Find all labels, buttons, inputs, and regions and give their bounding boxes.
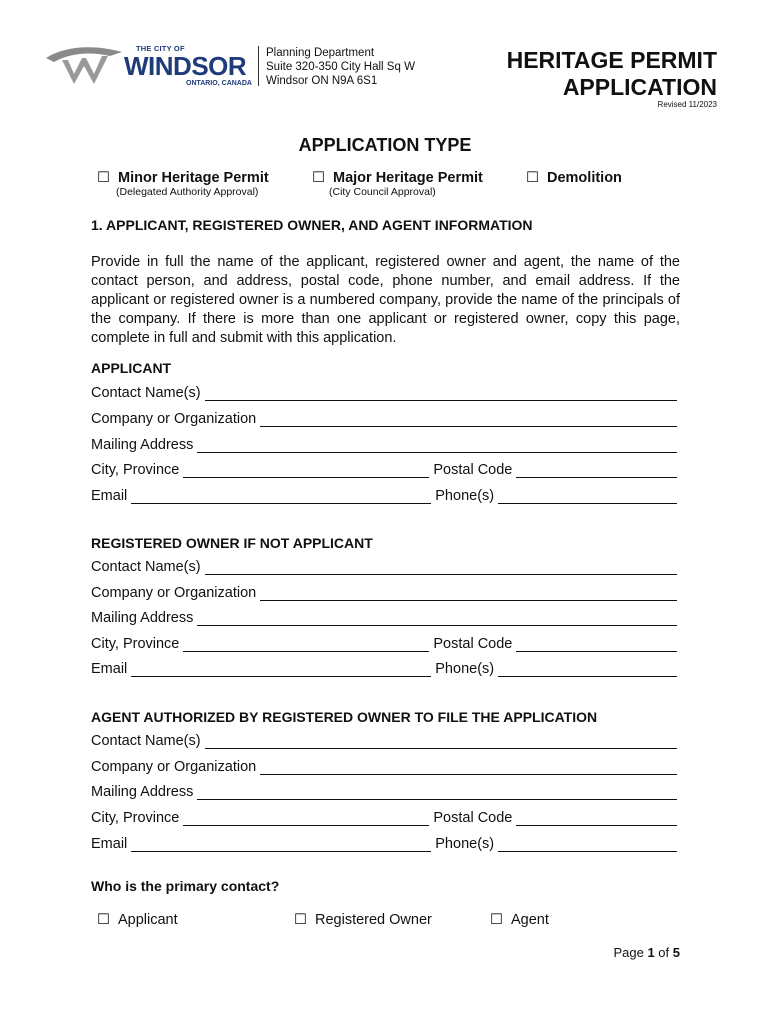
page-number xyxy=(613,945,680,960)
applicant-company-field[interactable] xyxy=(260,411,677,427)
owner-email-row xyxy=(91,657,677,677)
checkbox-icon[interactable]: ☐ xyxy=(97,912,110,928)
address-line-2: Windsor ON N9A 6S1 xyxy=(266,75,378,87)
section-1-instructions: Provide in full the name of the applicant, registered owner and agent, the name of the contact person, and address, postal code, phone number, and email address. If the applicant or registered owner is a numbered company, provide the name of the principals of the company. If there is more than one applicant or registered owner, copy this page, complete in full and submit with this application. xyxy=(91,254,680,346)
primary-contact-agent-option[interactable] xyxy=(490,912,549,928)
revised-date: Revised 11/2023 xyxy=(657,100,717,109)
agent-city-row xyxy=(91,806,677,826)
owner-phone-field[interactable] xyxy=(498,661,677,677)
agent-phone-field[interactable] xyxy=(498,836,677,852)
field-label: Mailing Address xyxy=(91,784,194,800)
field-label: Contact Name(s) xyxy=(91,733,201,749)
field-label: City, Province xyxy=(91,810,180,826)
field-label: Email xyxy=(91,488,128,504)
owner-mailing-field[interactable] xyxy=(197,610,677,626)
applicant-heading: APPLICANT xyxy=(91,360,172,376)
owner-contact-row xyxy=(91,555,677,575)
field-label: Mailing Address xyxy=(91,610,194,626)
agent-company-row xyxy=(91,755,677,775)
current-page: 1 xyxy=(647,945,655,960)
field-label: Phone(s) xyxy=(435,836,495,852)
field-label: Company or Organization xyxy=(91,411,257,427)
applicant-mailing-row xyxy=(91,433,677,453)
field-label: Email xyxy=(91,661,128,677)
applicant-city-field[interactable] xyxy=(183,462,429,478)
field-label: City, Province xyxy=(91,636,180,652)
owner-city-row xyxy=(91,632,677,652)
owner-contact-field[interactable] xyxy=(205,559,677,575)
checkbox-icon[interactable]: ☐ xyxy=(490,912,503,928)
primary-contact-owner-option[interactable] xyxy=(294,912,432,928)
page-prefix: Page xyxy=(613,945,644,960)
option-label: Demolition xyxy=(547,170,622,186)
city-of-windsor-logo xyxy=(44,44,254,90)
option-label: Major Heritage Permit xyxy=(333,170,483,186)
agent-heading: AGENT AUTHORIZED BY REGISTERED OWNER TO FILE THE APPLICATION xyxy=(91,709,598,725)
applicant-phone-field[interactable] xyxy=(498,488,677,504)
page-of: of xyxy=(658,945,670,960)
field-label: Postal Code xyxy=(433,462,513,478)
applicant-email-row xyxy=(91,484,677,504)
checkbox-icon[interactable]: ☐ xyxy=(526,170,539,186)
section-1-heading: 1. APPLICANT, REGISTERED OWNER, AND AGENT INFORMATION xyxy=(91,217,533,233)
agent-city-field[interactable] xyxy=(183,810,429,826)
header-divider xyxy=(258,46,259,86)
applicant-mailing-field[interactable] xyxy=(197,437,677,453)
option-label: Applicant xyxy=(118,912,178,928)
logo-bottom-text: ONTARIO, CANADA xyxy=(186,80,252,87)
primary-contact-applicant-option[interactable] xyxy=(97,912,178,928)
applicant-contact-row xyxy=(91,381,677,401)
total-pages: 5 xyxy=(672,945,680,960)
field-label: Contact Name(s) xyxy=(91,385,201,401)
field-label: Phone(s) xyxy=(435,661,495,677)
dept-name: Planning Department xyxy=(266,47,375,59)
registered-owner-heading: REGISTERED OWNER IF NOT APPLICANT xyxy=(91,535,373,551)
logo-name: WINDSOR xyxy=(124,51,247,81)
demolition-option[interactable] xyxy=(526,170,622,186)
field-label: Postal Code xyxy=(433,636,513,652)
applicant-postal-field[interactable] xyxy=(516,462,677,478)
owner-company-row xyxy=(91,581,677,601)
owner-mailing-row xyxy=(91,606,677,626)
field-label: Company or Organization xyxy=(91,585,257,601)
option-label: Agent xyxy=(511,912,549,928)
agent-mailing-row xyxy=(91,780,677,800)
application-type-heading: APPLICATION TYPE xyxy=(298,135,472,155)
checkbox-icon[interactable]: ☐ xyxy=(294,912,307,928)
field-label: Postal Code xyxy=(433,810,513,826)
checkbox-icon[interactable]: ☐ xyxy=(312,170,325,186)
minor-heritage-permit-option[interactable] xyxy=(97,170,269,186)
owner-email-field[interactable] xyxy=(131,661,431,677)
applicant-contact-field[interactable] xyxy=(205,385,677,401)
logo-top-text: THE CITY OF xyxy=(136,44,185,53)
applicant-email-field[interactable] xyxy=(131,488,431,504)
address-line-1: Suite 320-350 City Hall Sq W xyxy=(266,61,415,73)
field-label: Phone(s) xyxy=(435,488,495,504)
field-label: Contact Name(s) xyxy=(91,559,201,575)
agent-mailing-field[interactable] xyxy=(197,784,677,800)
owner-postal-field[interactable] xyxy=(516,636,677,652)
title-line-2: APPLICATION xyxy=(562,74,717,100)
title-line-1: HERITAGE PERMIT xyxy=(506,47,717,73)
field-label: Email xyxy=(91,836,128,852)
option-subtitle: (Delegated Authority Approval) xyxy=(116,186,259,198)
agent-email-field[interactable] xyxy=(131,836,431,852)
major-heritage-permit-option[interactable] xyxy=(312,170,483,186)
agent-contact-row xyxy=(91,729,677,749)
owner-city-field[interactable] xyxy=(183,636,429,652)
department-address xyxy=(266,46,415,88)
swoosh-icon xyxy=(44,44,134,90)
agent-postal-field[interactable] xyxy=(516,810,677,826)
field-label: Mailing Address xyxy=(91,437,194,453)
primary-contact-question: Who is the primary contact? xyxy=(91,878,280,894)
option-label: Registered Owner xyxy=(315,912,432,928)
applicant-city-row xyxy=(91,458,677,478)
field-label: City, Province xyxy=(91,462,180,478)
owner-company-field[interactable] xyxy=(260,585,677,601)
option-label: Minor Heritage Permit xyxy=(118,170,269,186)
agent-email-row xyxy=(91,832,677,852)
agent-company-field[interactable] xyxy=(260,759,677,775)
applicant-company-row xyxy=(91,407,677,427)
form-title xyxy=(507,47,717,101)
option-subtitle: (City Council Approval) xyxy=(329,186,436,198)
field-label: Company or Organization xyxy=(91,759,257,775)
agent-contact-field[interactable] xyxy=(205,733,677,749)
checkbox-icon[interactable]: ☐ xyxy=(97,170,110,186)
